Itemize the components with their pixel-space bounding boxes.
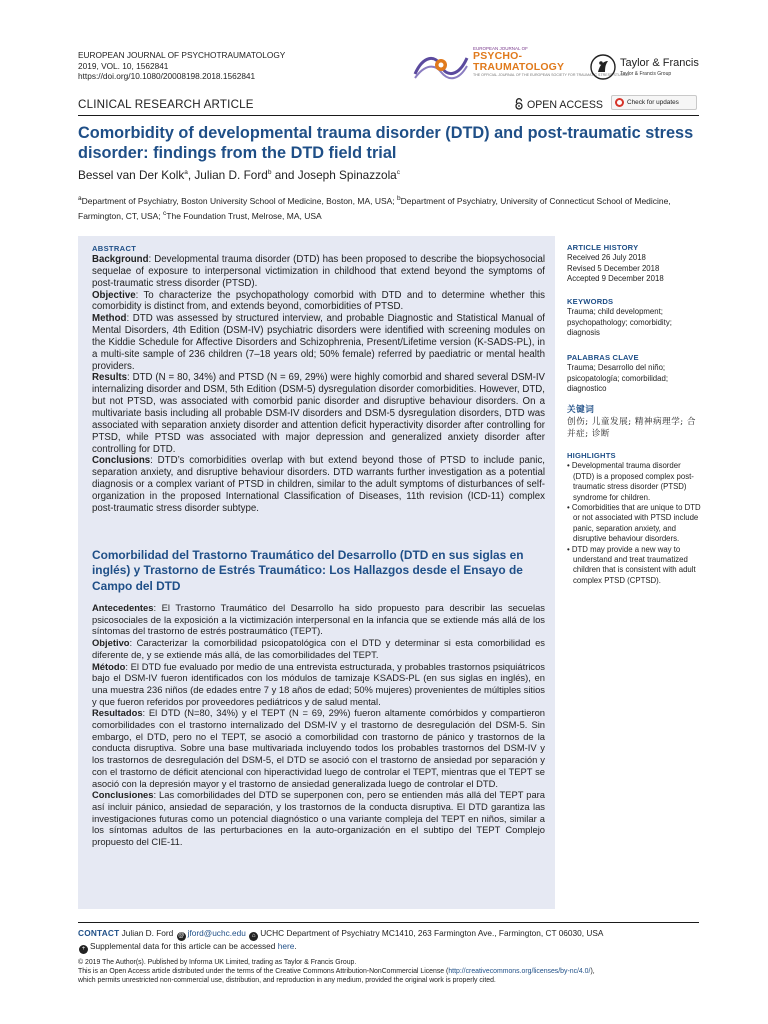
- author-affiliation-mark: a: [184, 169, 188, 177]
- abstract-section-label: Method: [92, 313, 127, 325]
- abstract-label: ABSTRACT: [92, 244, 137, 253]
- author-separator: ,: [187, 168, 195, 182]
- article-title: Comorbidity of developmental trauma disorder (DTD) and post-traumatic stress disorder: findings from the DTD field trial: [78, 124, 694, 162]
- open-lock-icon: [514, 98, 524, 110]
- abstract-paragraph: [92, 661, 545, 708]
- highlights: [567, 451, 702, 586]
- revised-date: Revised 5 December 2018: [567, 263, 660, 273]
- highlight-item: • Developmental trauma disorder (DTD) is a proposed complex post-traumatic stress disorder (PTSD) syndrome for children.: [567, 461, 694, 502]
- affiliation-text: Department of Psychiatry, Boston University School of Medicine, Boston, MA, USA;: [81, 195, 398, 206]
- email-icon: @: [178, 933, 185, 939]
- affiliation-mark: b: [397, 195, 401, 202]
- abstract-paragraph: [92, 455, 545, 514]
- article-history: [567, 243, 702, 285]
- palabras-clave-text: Trauma; Desarrollo del niño; psicopatología; comorbilidad; diagnostico: [567, 363, 668, 394]
- abstract-paragraph: [92, 637, 545, 660]
- highlights-label: HIGHLIGHTS: [567, 451, 616, 460]
- abstract-paragraph: [92, 707, 545, 789]
- abstract-section-text: : Las comorbilidades del DTD se superponen con, pero se entienden más allá del TEPT para así incluir pánico, ansiedad de separación, y los trastornos de la conducta disruptiva. El DTD garantiza las investigaciones futuras como un potencial diagnóstico o una variante compleja del TEPT en niños, similar a los síntomas adultos de las perturbaciones en la auto-organización en el subtipo del TEPT Complejo propuesto del CIE-11.: [92, 789, 545, 848]
- logo-small-text: EUROPEAN JOURNAL OF: [473, 46, 528, 51]
- abstract-section-text: : DTD (N = 80, 34%) and PTSD (N = 69, 29%) were highly comorbid and shared several DSM-IV internalizing disorder and DSM, 5th Edition (DSM-5) dysregulation disorder comorbidities. However, DTD, but not PTSD, was associated with comorbid panic disorder and disruptive behaviour disorders. On a multivariate basis including all probable DSM-IV disorders and DSM-5 dysregulation disorders, DTD was associated with separation anxiety disorder and attention deficit hyperactivity disorder after controlling for PTSD, while PTSD was associated with major depression and generalized anxiety disorder after controlling for DTD.: [92, 372, 545, 455]
- abstract-paragraph: [92, 313, 545, 372]
- open-access-text: OPEN ACCESS: [527, 99, 603, 111]
- abstract-spanish: [92, 602, 545, 848]
- footer-rule: [78, 922, 699, 923]
- check-updates-button[interactable]: [611, 95, 697, 110]
- contact-block: [78, 928, 702, 954]
- author-affiliation-mark: b: [267, 169, 272, 177]
- abstract-section-text: : El Trastorno Traumático del Desarrollo ha sido propuesto para describir las secuelas psicosociales de la exposición a la victimización interpersonal en la infancia que se extiende más allá de los síntomas del trastorno de estrés postraumático (TEPT).: [92, 602, 545, 637]
- chinese-keywords-label: 关键词: [567, 405, 595, 415]
- abstract-paragraph: [92, 254, 545, 290]
- affiliation-mark: a: [78, 195, 82, 202]
- keywords: [567, 297, 702, 339]
- keywords-text: Trauma; child development; psychopathology; comorbidity; diagnosis: [567, 307, 672, 338]
- abstract-section-text: : El DTD (N=80, 34%) y el TEPT (N = 69, 29%) fueron altamente comórbidos y compartieron comorbilidades con el trastorno internalizado del DSM-IV y el trastorno de desregulación del DSM-5. Sin embargo, el DTD, pero no el TEPT, se asoció a comorbilidad con trastorno de pánico y trastornos de la conducta disruptiva. Sobre una base multivariada incluyendo todos los probables trastornos del DSM-IV y los trastornos de desregulación del DSM-5, el DTD se asoció con el trastorno de ansiedad por separación y con el trastorno de déficit atencional con hiperactividad luego de controlar el TEPT, mientras que el TEPT se asoció con la depresión mayor y el trastorno de ansiedad generalizada luego de controlar el DTD.: [92, 707, 545, 789]
- keywords-label: KEYWORDS: [567, 297, 614, 306]
- journal-emblem-icon: [413, 50, 469, 84]
- palabras-clave: [567, 353, 702, 395]
- abstract-section-label: Resultados: [92, 707, 143, 719]
- palabras-clave-label: PALABRAS CLAVE: [567, 353, 639, 362]
- publisher-logo: [590, 54, 700, 86]
- contact-email-link[interactable]: jford@uchc.edu: [187, 928, 246, 938]
- open-access-label: [514, 98, 603, 111]
- copyright-line: © 2019 The Author(s). Published by Informa UK Limited, trading as Taylor & Francis Group.: [78, 959, 357, 966]
- affiliation-text: Department of Psychiatry, University of Connecticut School of Medicine, Farmington, CT, USA;: [78, 195, 671, 221]
- abstract-section-label: Método: [92, 660, 126, 672]
- abstract-paragraph: [92, 789, 545, 848]
- abstract-section-label: Background: [92, 254, 149, 265]
- journal-doi[interactable]: https://doi.org/10.1080/20008198.2018.1562841: [78, 71, 256, 82]
- publisher-emblem-icon: [590, 54, 616, 80]
- abstract-paragraph: [92, 372, 545, 455]
- address-icon: ⌂: [249, 932, 258, 941]
- abstract-section-text: : El DTD fue evaluado por medio de una entrevista estructurada, y probables trastornos psiquiátricos bajo el DSM-IV fueron identificados con los módulos de tamizaje KSADS-PL (en sus siglas en inglés), en una muestra 236 niños (de edades entre 7 y 18 años de edad; 50% mujeres) provenientes de múltiples sitios y que fueron referidos por proveedores pediátricos y de salud mental.: [92, 660, 545, 707]
- highlight-item: • DTD may provide a new way to understand and treat traumatized children that is consistent with adult complex PTSD (CPTSD).: [567, 544, 696, 585]
- article-history-label: ARTICLE HISTORY: [567, 243, 639, 252]
- author-name: Joseph Spinazzola: [297, 168, 397, 182]
- header-rule: [78, 115, 699, 116]
- author-name: Bessel van Der Kolk: [78, 168, 185, 182]
- publisher-group: Taylor & Francis Group: [620, 71, 672, 77]
- abstract-section-label: Results: [92, 372, 127, 384]
- abstract-paragraph: [92, 602, 545, 637]
- affiliation-text: The Foundation Trust, Melrose, MA, USA: [166, 210, 322, 221]
- publisher-name: Taylor & Francis: [620, 57, 699, 69]
- affiliations: [78, 193, 702, 222]
- highlights-list: [567, 461, 702, 586]
- license-link[interactable]: http://creativecommons.org/licenses/by-nc/4.0/: [448, 968, 591, 975]
- supplemental-text: Supplemental data for this article can be accessed: [90, 941, 278, 951]
- supplemental-link[interactable]: here: [277, 941, 295, 951]
- chinese-keywords-text: 创伤; 儿童发展; 精神病理学; 合并症; 诊断: [567, 416, 697, 439]
- abstract-section-text: : To characterize the psychopathology comorbid with DTD and to determine whether this comorbidity is distinct from, and extends beyond, comorbidities of PTSD.: [92, 289, 545, 313]
- affiliation-mark: c: [163, 209, 167, 217]
- license-text-end: ),: [590, 968, 595, 975]
- journal-logo: [413, 46, 630, 86]
- logo-line2: TRAUMATOLOGY: [473, 60, 565, 73]
- logo-tagline: THE OFFICIAL JOURNAL OF THE EUROPEAN SOCIETY FOR TRAUMATIC STRESS STUDIES: [473, 73, 630, 77]
- abstract-spanish-title: Comorbilidad del Trastorno Traumático del Desarrollo (DTD en sus siglas en inglés) y Trastorno de Estrés Traumático: Los Hallazgos desde el Ensayo de Campo del DTD: [92, 548, 524, 593]
- highlight-item: • Comorbidities that are unique to DTD or not associated with PTSD include panic, separation anxiety, and disruptive behaviour disorders.: [567, 503, 701, 544]
- copyright-block: [78, 958, 702, 985]
- supplemental-end: .: [294, 941, 297, 951]
- journal-name: EUROPEAN JOURNAL OF PSYCHOTRAUMATOLOGY: [78, 50, 286, 60]
- author-name: Julian D. Ford: [194, 168, 268, 182]
- contact-address: UCHC Department of Psychiatry MC1410, 263 Farmington Ave., Farmington, CT 06030, USA: [260, 928, 604, 938]
- abstract-section-text: : DTD’s comorbidities overlap with but extend beyond those of PTSD to include panic, separation anxiety, and disruptive behaviour disorders. DTD warrants further investigation as a potential diagnosis or a complex variant of PTSD in children, similar to the adult symptoms of disturbances of self-organization in the proposed International Classification of Diseases, 11th revision (ICD-11) complex post-traumatic stress disorder subtype.: [92, 455, 545, 514]
- abstract-section-label: Objective: [92, 289, 136, 301]
- abstract-section-label: Objetivo: [92, 637, 130, 649]
- abstract-section-text: : DTD was assessed by structured interview, and probable Diagnostic and Statistical Manual of Mental Disorders, 4th Edition (DSM-IV) psychiatric disorders were identified with screening modules on the Kiddie Schedule for Affective Disorders and Schizophrenia, Present/Lifetime version (K-SADS-PL), in a multi-site sample of 236 children (7–18 years old; 50% female) referred by paediatric or mental health providers.: [92, 313, 545, 372]
- author-separator: and: [271, 168, 298, 182]
- check-updates-label: Check for updates: [627, 99, 679, 106]
- license-terms: which permits unrestricted non-commercial use, distribution, and reproduction in any medium, provided the original work is properly cited.: [78, 977, 496, 984]
- journal-volume: 2019, VOL. 10, 1562841: [78, 60, 169, 71]
- abstract-paragraph: [92, 290, 545, 314]
- supplemental-data-icon: +: [79, 945, 88, 954]
- license-text: This is an Open Access article distributed under the terms of the Creative Commons Attribution-NonCommercial License (: [78, 968, 449, 975]
- accepted-date: Accepted 9 December 2018: [567, 274, 664, 284]
- abstract-section-label: Antecedentes: [92, 602, 154, 613]
- contact-label: CONTACT: [78, 928, 120, 938]
- author-affiliation-mark: c: [396, 169, 400, 177]
- article-type: CLINICAL RESEARCH ARTICLE: [78, 98, 254, 111]
- contact-name: Julian D. Ford: [121, 928, 174, 938]
- received-date: Received 26 July 2018: [567, 253, 646, 263]
- chinese-keywords: [567, 405, 702, 440]
- author-list: [78, 168, 400, 182]
- journal-meta: [78, 50, 285, 82]
- abstract-section-text: : Caracterizar la comorbilidad psicopatológica con el DTD y determinar si esta comorbilidad es diferente de, y se extiende más allá, de las comorbilidades del TEPT.: [92, 637, 545, 660]
- abstract-section-label: Conclusiones: [92, 789, 154, 801]
- check-updates-icon: [615, 98, 624, 107]
- abstract-english: [92, 254, 545, 515]
- abstract-section-text: : Developmental trauma disorder (DTD) has been proposed to describe the biopsychosocial sequelae of exposure to interpersonal victimization in childhood that extend beyond the symptoms of post-traumatic stress disorder (PTSD).: [92, 254, 545, 289]
- abstract-section-label: Conclusions: [92, 455, 151, 467]
- logo-line1: PSYCHO-: [473, 50, 523, 62]
